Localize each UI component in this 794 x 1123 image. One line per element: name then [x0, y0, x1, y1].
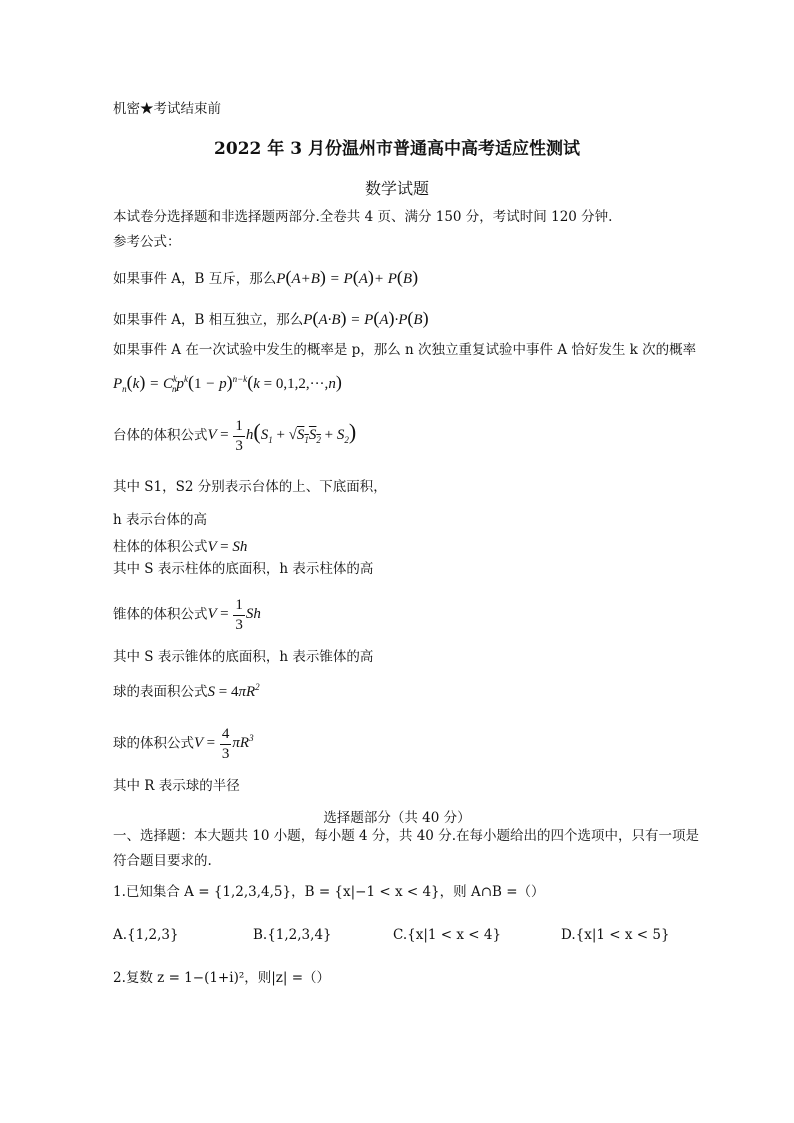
- q1-option-c: C.{x|1 < x < 4}: [393, 927, 502, 943]
- cone-note: 其中 S 表示锥体的底面积，h 表示锥体的高: [113, 649, 374, 665]
- section-title: 选择题部分（共 40 分）: [323, 810, 471, 826]
- frustum-line: [113, 418, 356, 454]
- prism-note: 其中 S 表示柱体的底面积，h 表示柱体的高: [113, 561, 374, 577]
- exam-subtitle: 数学试题: [364, 179, 429, 198]
- mutual-exclusive-text: 如果事件 A，B 互斥，那么: [113, 271, 277, 287]
- independent-text: 如果事件 A，B 相互独立，那么: [113, 312, 304, 328]
- q1-option-a: A.{1,2,3}: [113, 927, 179, 943]
- exam-description: 本试卷分选择题和非选择题两部分.全卷共 4 页、满分 150 分，考试时间 120 分钟.: [113, 209, 613, 225]
- binomial-formula: $P_n(k) = C^k_np^k(1 - p)^{n-k}(k = 0,1,2,\cdot\cdot\cdot,n)$: [113, 372, 342, 394]
- q1-option-b: B.{1,2,3,4}: [253, 927, 332, 943]
- frustum-formula: V = $\frac{1}{3}$ $h(S_1 + √S_1S_2 + S_2)$: [207, 418, 357, 454]
- sphere-area-formula: $S = 4\pi R^2$: [207, 682, 260, 700]
- exam-title: 2022 年 3 月份温州市普通高中高考适应性测试: [214, 139, 580, 159]
- frustum-text: 台体的体积公式: [113, 427, 208, 444]
- sphere-volume-line: [113, 726, 254, 762]
- cone-text: 锥体的体积公式: [113, 606, 208, 623]
- prism-line: [113, 540, 247, 555]
- sphere-volume-text: 球的体积公式: [113, 735, 194, 752]
- section-instructions-2: 符合题目要求的.: [113, 853, 212, 869]
- binomial-text: 如果事件 A 在一次试验中发生的概率是 p，那么 n 次独立重复试验中事件 A 恰好发生 k 次的概率: [113, 342, 697, 358]
- confidential-label: 机密★考试结束前: [113, 101, 221, 117]
- section-instructions-1: 一、选择题：本大题共 10 小题，每小题 4 分，共 40 分.在每小题给出的四个选项中，只有一项是: [113, 828, 699, 844]
- frustum-note-2: h 表示台体的高: [113, 512, 207, 528]
- prism-text: 柱体的体积公式: [113, 539, 208, 555]
- sphere-note: 其中 R 表示球的半径: [113, 778, 240, 794]
- prism-formula: V = Sh: [207, 539, 248, 555]
- independent-line: [113, 309, 429, 328]
- reference-label: 参考公式：: [113, 234, 181, 250]
- mutual-exclusive-formula: P(A+B) = P(A)+ P(B): [276, 267, 419, 287]
- cone-formula: V = $\frac{1}{3}$ Sh: [207, 597, 261, 633]
- sphere-area-line: [113, 683, 260, 700]
- sphere-area-text: 球的表面积公式: [113, 684, 208, 700]
- sphere-volume-formula: V = $\frac{4}{3}$ $\pi R^3$: [194, 726, 254, 762]
- cone-line: [113, 597, 261, 633]
- frustum-note-1: 其中 S1，S2 分别表示台体的上、下底面积，: [113, 479, 387, 495]
- question-1-stem: 1.已知集合 A = {1,2,3,4,5}，B = {x|−1 < x < 4}，则 A∩B =（）: [113, 884, 545, 900]
- independent-formula: P(A·B) = P(A)·P(B): [303, 308, 429, 328]
- question-2-stem: 2.复数 z = 1−(1+i)²，则|z| =（）: [113, 970, 331, 986]
- mutual-exclusive-line: [113, 268, 418, 287]
- q1-option-d: D.{x|1 < x < 5}: [561, 927, 670, 943]
